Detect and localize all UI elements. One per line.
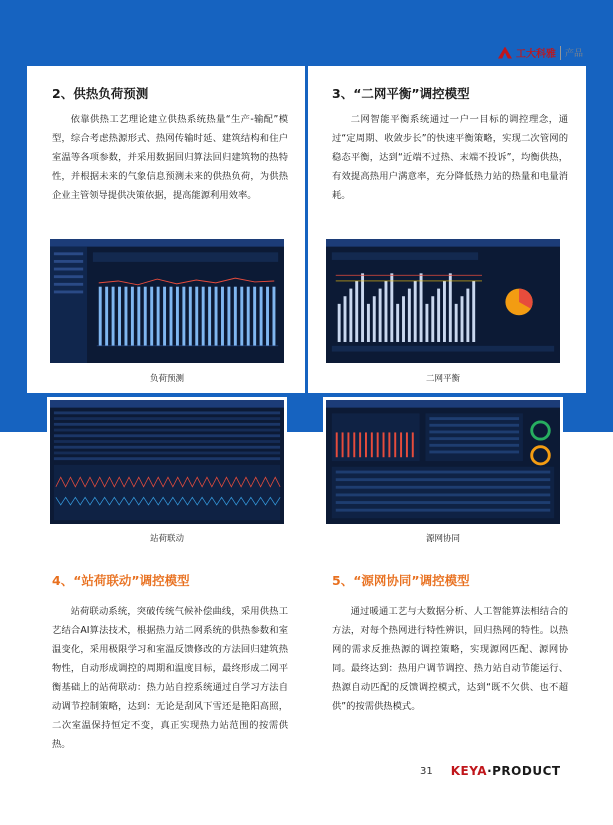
- caption-station-load: 站荷联动: [149, 534, 184, 544]
- thumbnail-shape: [176, 287, 179, 346]
- thumbnail-shape: [429, 417, 519, 420]
- thumbnail-shape: [54, 440, 280, 443]
- thumbnail-shape: [227, 287, 230, 346]
- thumbnail-shape: [402, 296, 405, 342]
- screenshot-source-network: [323, 397, 563, 527]
- logo-sub-text: 产品: [564, 49, 583, 59]
- thumbnail-shape: [189, 287, 192, 346]
- thumbnail-shape: [406, 432, 408, 457]
- thumbnail-shape: [472, 281, 475, 342]
- thumbnail-shape: [414, 281, 417, 342]
- thumbnail-shape: [54, 452, 280, 455]
- footer-brand-name: KEYA: [450, 764, 488, 778]
- company-logo: [498, 45, 583, 60]
- thumbnail-shape: [461, 296, 464, 342]
- thumbnail-shape: [336, 493, 551, 496]
- thumbnail-shape: [54, 446, 280, 449]
- thumbnail-shape: [388, 432, 390, 457]
- thumbnail-shape: [429, 444, 519, 447]
- thumbnail-shape: [429, 451, 519, 454]
- section-body-station-load: 站荷联动系统，突破传统气候补偿曲线，采用供热工艺结合AI算法技术，根据热力站二网系统的供热参数和室温变化，采用极限学习和室温反馈修改的方法回归建筑热物性，自动形成调控的周期和温度目标，最终形成二网平衡基础上的站荷联动：热力站自控系统通过自学习方法自动调节控制策略，达到：无论是刮风下雪还是艳阳高照，二次室温保持恒定不变，真正实现热力站范围的按需供热。: [52, 606, 288, 750]
- thumbnail-shape: [431, 296, 434, 342]
- thumbnail-shape: [361, 273, 364, 342]
- thumbnail-shape: [99, 287, 102, 346]
- section-body-load-forecast: 依靠供热工艺理论建立供热系统热量“生产-输配”模型，综合考虑热源形式、热网传输时延、建筑结构和住户室温等各项参数，并采用数据回归算法回归建筑物的热特性，并根据未来的气象信息预测未来的供热负荷，为供热企业主管领导提供决策依据，提高能源利用效率。: [52, 114, 288, 201]
- thumbnail-shape: [455, 304, 458, 342]
- thumbnail-shape: [342, 432, 344, 457]
- thumbnail-shape: [144, 287, 147, 346]
- section-title-source-network: 5、“源网协同”调控模型: [332, 573, 470, 588]
- page-footer: [420, 764, 561, 778]
- thumbnail-shape: [170, 287, 173, 346]
- caption-source-network: 源网协同: [425, 534, 460, 544]
- thumbnail-shape: [105, 287, 108, 346]
- thumbnail-shape: [272, 287, 275, 346]
- thumbnail-shape: [437, 289, 440, 342]
- thumbnail-shape: [449, 273, 452, 342]
- section-body-source-network: 通过暖通工艺与大数据分析、人工智能算法相结合的方法，对每个热网进行特性辨识，回归热网的特性。以热网的需求反推热源的调控策略，实现源网匹配、源网协同。最终达到：热用户调节调控、热力站自动节能运行、热源自动匹配的反馈调控模式，达到“既不欠供、也不超供”的按需供热模式。: [332, 606, 568, 712]
- thumbnail-shape: [112, 287, 115, 346]
- thumbnail-shape: [390, 273, 393, 342]
- thumbnail-shape: [336, 471, 551, 474]
- thumbnail-shape: [215, 287, 218, 346]
- thumbnail-shape: [54, 457, 280, 460]
- footer-brand-sub: ·PRODUCT: [487, 764, 561, 778]
- thumbnail-shape: [240, 287, 243, 346]
- screenshot-network-balance: [323, 236, 563, 366]
- thumbnail-shape: [208, 287, 211, 346]
- thumbnail-shape: [137, 287, 140, 346]
- thumbnail-shape: [234, 287, 237, 346]
- section-title-load-forecast: 2、供热负荷预测: [52, 86, 149, 101]
- footer-brand: [451, 764, 561, 778]
- thumbnail-shape: [157, 287, 160, 346]
- thumbnail-shape: [336, 432, 338, 457]
- thumbnail-shape: [131, 287, 134, 346]
- thumbnail-shape: [253, 287, 256, 346]
- thumbnail-shape: [394, 432, 396, 457]
- thumbnail-shape: [247, 287, 250, 346]
- thumbnail-shape: [349, 289, 352, 342]
- logo-mark-icon: [498, 47, 512, 59]
- thumbnail-shape: [150, 287, 153, 346]
- section-body-network-balance: 二网智能平衡系统通过一户一目标的调控理念，通过“定周期、收敛步长”的快速平衡策略，实现二次管网的稳态平衡，达到“近端不过热、末端不投诉”，均衡供热，有效提高热用户满意率，充分降低热力站的热量和电量消耗。: [332, 114, 568, 201]
- thumbnail-shape: [182, 287, 185, 346]
- thumbnail-shape: [429, 424, 519, 427]
- thumbnail-shape: [338, 304, 341, 342]
- thumbnail-shape: [385, 281, 388, 342]
- thumbnail-shape: [124, 287, 127, 346]
- page-number: 31: [420, 765, 433, 777]
- caption-load-forecast: 负荷预测: [149, 374, 184, 384]
- screenshot-station-load: [47, 397, 287, 527]
- section-title-station-load: 4、“站荷联动”调控模型: [52, 573, 190, 588]
- screenshot-load-forecast: [47, 236, 287, 366]
- logo-text: 工大科雅: [515, 49, 556, 60]
- thumbnail-shape: [371, 432, 373, 457]
- thumbnail-shape: [379, 289, 382, 342]
- thumbnail-shape: [347, 432, 349, 457]
- thumbnail-shape: [54, 417, 280, 420]
- thumbnail-shape: [408, 289, 411, 342]
- thumbnail-shape: [429, 431, 519, 434]
- thumbnail-shape: [118, 287, 121, 346]
- logo-divider: [560, 46, 561, 60]
- thumbnail-shape: [54, 429, 280, 432]
- thumbnail-shape: [383, 432, 385, 457]
- thumbnail-shape: [221, 287, 224, 346]
- thumbnail-shape: [54, 434, 280, 437]
- thumbnail-shape: [195, 287, 198, 346]
- thumbnail-shape: [336, 478, 551, 481]
- thumbnail-shape: [54, 411, 280, 414]
- thumbnail-shape: [429, 437, 519, 440]
- thumbnail-shape: [344, 296, 347, 342]
- thumbnail-shape: [373, 296, 376, 342]
- thumbnail-shape: [359, 432, 361, 457]
- thumbnail-shape: [54, 423, 280, 426]
- thumbnail-shape: [202, 287, 205, 346]
- thumbnail-shape: [420, 273, 423, 342]
- thumbnail-shape: [365, 432, 367, 457]
- thumbnail-shape: [425, 304, 428, 342]
- thumbnail-shape: [412, 432, 414, 457]
- thumbnail-shape: [377, 432, 379, 457]
- thumbnail-shape: [163, 287, 166, 346]
- thumbnail-shape: [336, 509, 551, 512]
- thumbnail-shape: [355, 281, 358, 342]
- thumbnail-shape: [367, 304, 370, 342]
- thumbnail-shape: [353, 432, 355, 457]
- thumbnail-shape: [396, 304, 399, 342]
- caption-network-balance: 二网平衡: [425, 374, 460, 384]
- section-title-network-balance: 3、“二网平衡”调控模型: [332, 86, 470, 101]
- thumbnail-shape: [336, 486, 551, 489]
- thumbnail-shape: [443, 281, 446, 342]
- thumbnail-shape: [400, 432, 402, 457]
- thumbnail-shape: [266, 287, 269, 346]
- thumbnail-shape: [336, 501, 551, 504]
- thumbnail-shape: [466, 289, 469, 342]
- thumbnail-shape: [260, 287, 263, 346]
